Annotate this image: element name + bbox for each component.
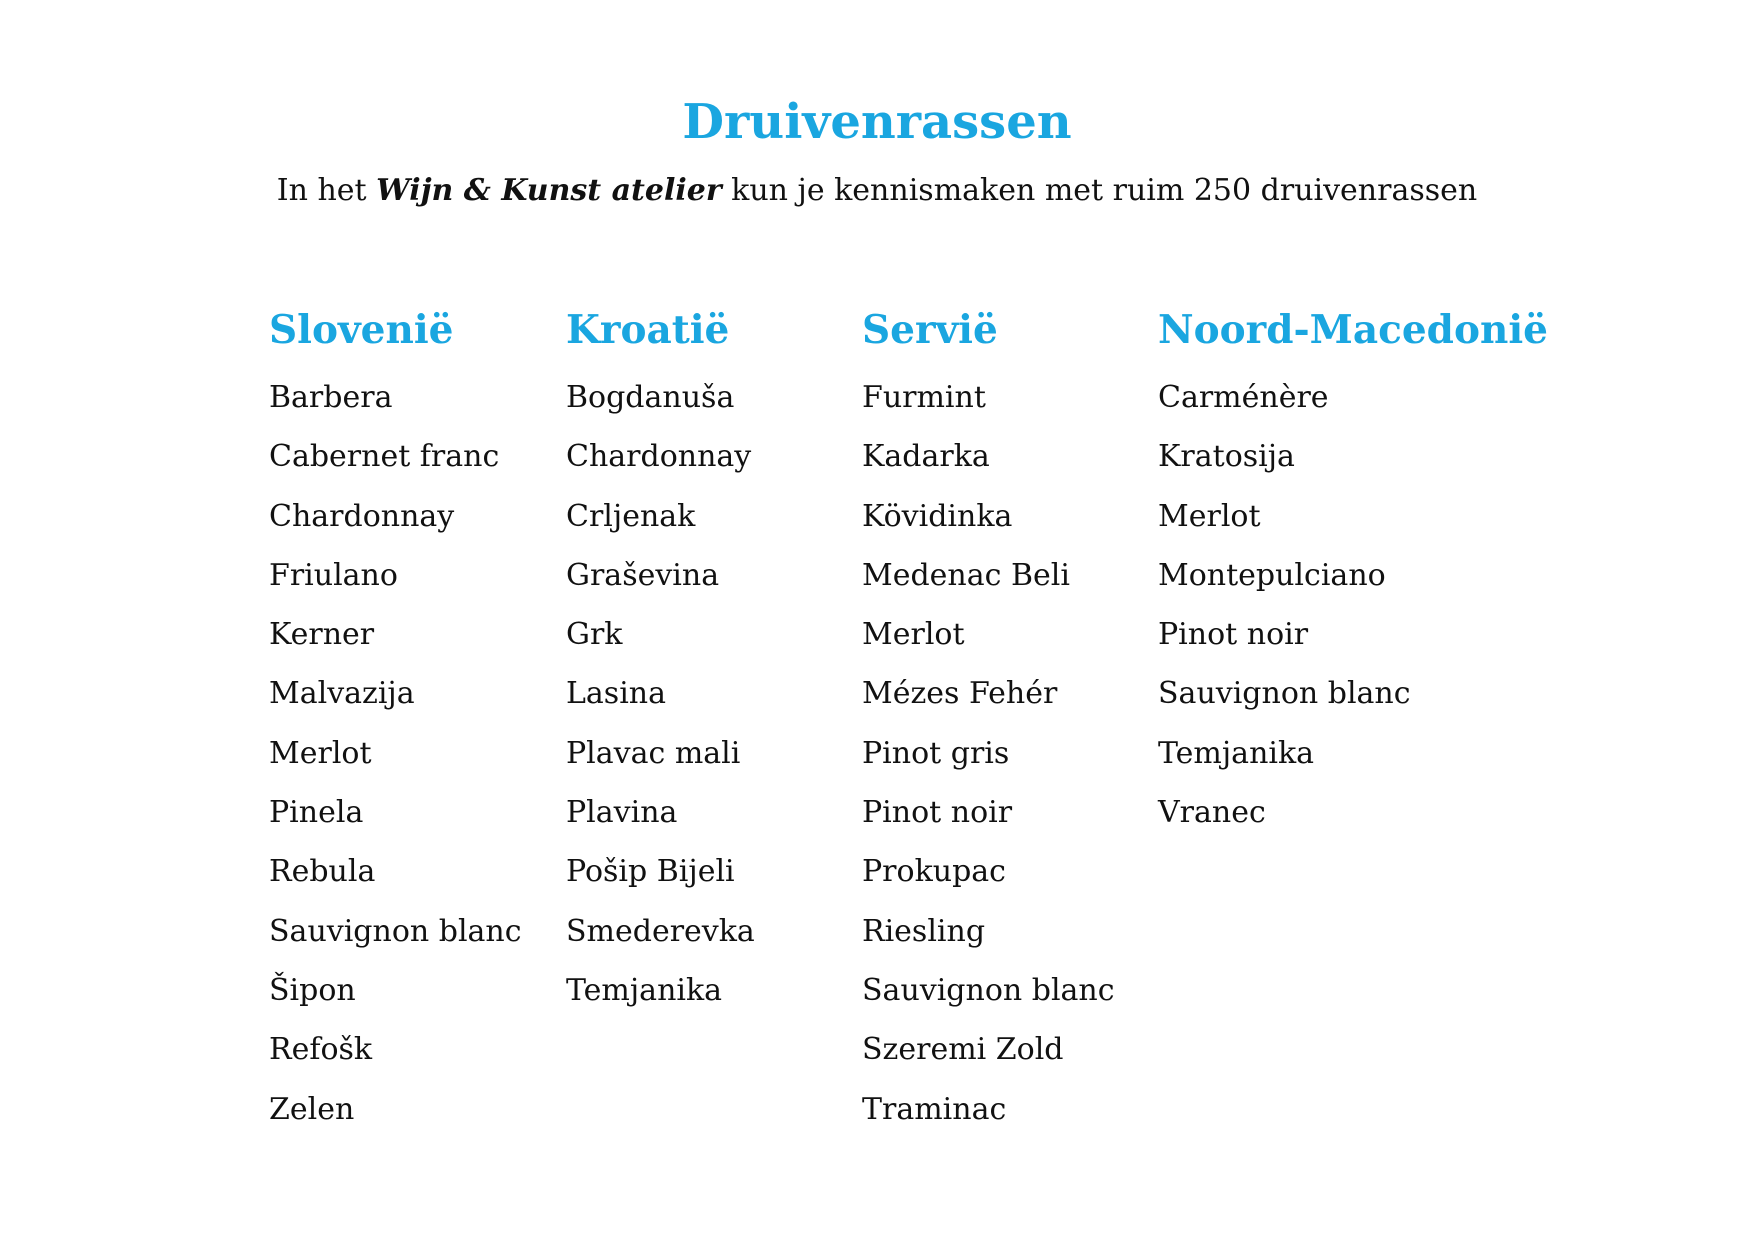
grape-item: Grk	[566, 617, 623, 653]
grape-item: Temjanika	[566, 972, 723, 1008]
grape-item: Kratosija	[1158, 439, 1295, 475]
column-heading: Noord-Macedonië	[1158, 307, 1548, 353]
grape-list	[1158, 368, 1548, 842]
grape-item: Smederevka	[566, 913, 755, 949]
grape-item: Mézes Fehér	[862, 676, 1058, 712]
grape-item: Sauvignon blanc	[862, 972, 1115, 1008]
grape-item: Šipon	[269, 972, 356, 1008]
column-north-macedonia	[1158, 300, 1548, 842]
grape-item: Medenac Beli	[862, 557, 1070, 593]
grape-item: Kerner	[269, 617, 375, 653]
grape-item: Pinot noir	[862, 795, 1013, 831]
grape-item: Sauvignon blanc	[1158, 676, 1411, 712]
grape-item: Malvazija	[269, 676, 415, 712]
grape-item: Carménère	[1158, 380, 1329, 415]
grape-item: Crljenak	[566, 498, 696, 534]
grape-item: Cabernet franc	[269, 439, 500, 475]
grape-item: Riesling	[862, 913, 986, 949]
grape-item: Barbera	[269, 380, 393, 415]
grape-item: Kadarka	[862, 439, 990, 475]
column-heading: Kroatië	[566, 307, 730, 353]
grape-item: Merlot	[862, 617, 965, 653]
grape-item: Zelen	[269, 1091, 355, 1127]
column-serbia	[862, 300, 1115, 1139]
grape-item: Traminac	[862, 1091, 1007, 1127]
grape-item: Montepulciano	[1158, 557, 1386, 593]
grape-item: Lasina	[566, 676, 667, 712]
grape-item: Merlot	[269, 735, 372, 771]
grape-item: Graševina	[566, 557, 720, 593]
grape-item: Sauvignon blanc	[269, 913, 522, 949]
grape-item: Vranec	[1158, 795, 1266, 831]
grape-item: Refošk	[269, 1032, 373, 1068]
grape-list	[566, 368, 755, 1020]
grape-item: Bogdanuša	[566, 380, 735, 415]
grape-item: Pošip Bijeli	[566, 854, 735, 890]
grape-item: Pinot noir	[1158, 617, 1309, 653]
grape-item: Plavac mali	[566, 735, 741, 771]
column-slovenia	[269, 300, 522, 1139]
grape-item: Kövidinka	[862, 498, 1013, 534]
grape-item: Szeremi Zold	[862, 1032, 1064, 1068]
grape-item: Prokupac	[862, 854, 1006, 890]
grape-item: Friulano	[269, 557, 398, 593]
grape-item: Rebula	[269, 854, 376, 890]
subtitle-text-after: kun je kennismaken met ruim 250 druivenrassen	[721, 173, 1478, 208]
grape-list	[269, 368, 522, 1139]
grape-item: Plavina	[566, 795, 678, 831]
column-croatia	[566, 300, 755, 1020]
grape-item: Pinot gris	[862, 735, 1010, 771]
grape-item: Merlot	[1158, 498, 1261, 534]
grape-item: Chardonnay	[269, 498, 455, 534]
subtitle-text-before: In het	[276, 173, 377, 208]
column-heading: Slovenië	[269, 307, 454, 353]
grape-item: Furmint	[862, 380, 986, 415]
page-subtitle	[0, 170, 1754, 212]
page-title: Druivenrassen	[682, 94, 1072, 150]
grape-item: Pinela	[269, 795, 364, 831]
grape-list	[862, 368, 1115, 1139]
subtitle-atelier-name: Wijn & Kunst atelier	[376, 173, 722, 208]
column-heading: Servië	[862, 307, 998, 353]
grape-item: Chardonnay	[566, 439, 752, 475]
grape-item: Temjanika	[1158, 735, 1315, 771]
